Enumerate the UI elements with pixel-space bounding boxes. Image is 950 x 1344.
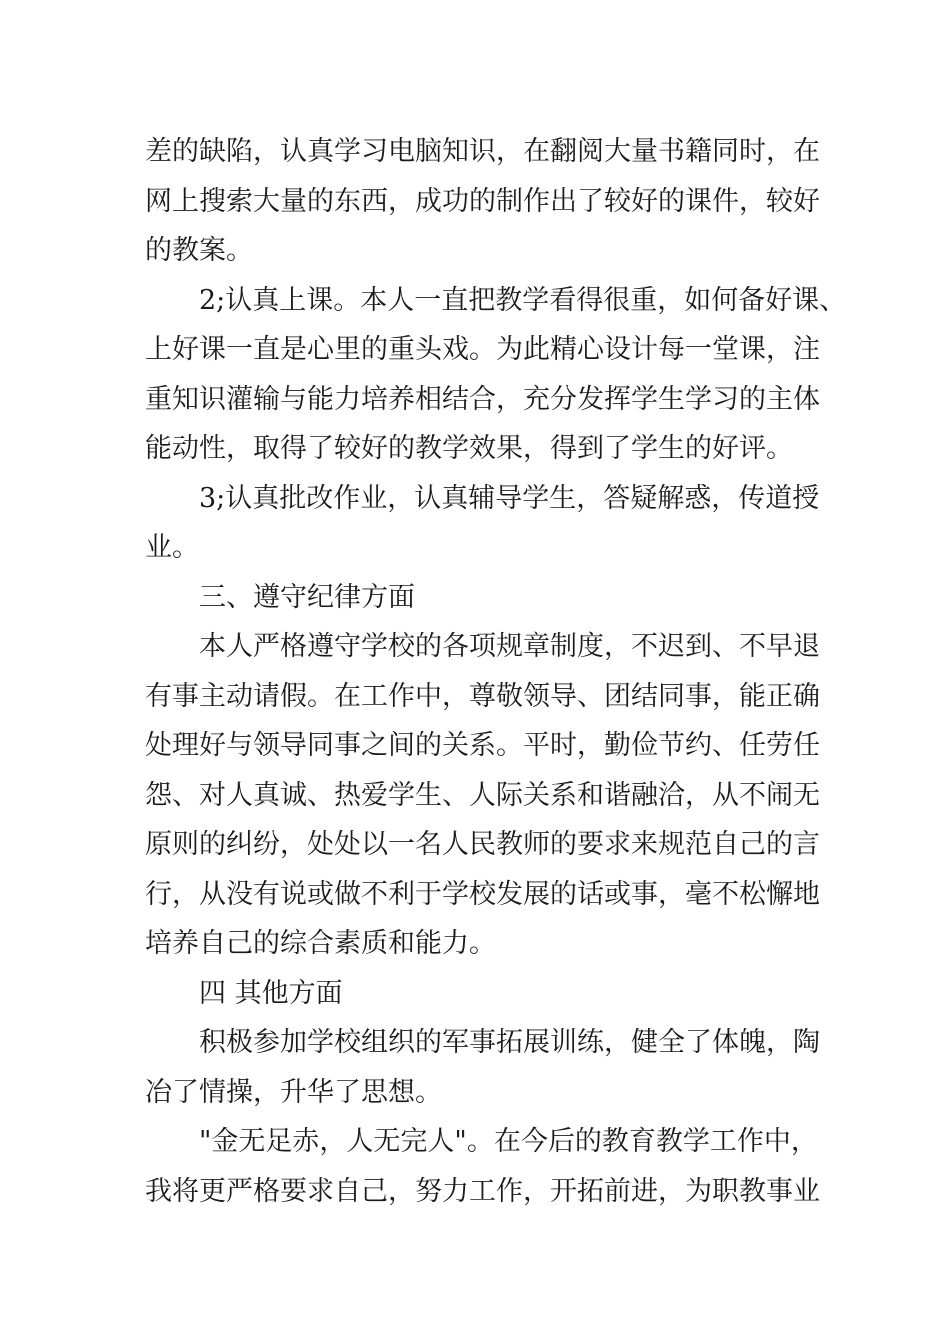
section-heading: 四 其他方面 xyxy=(199,977,343,1009)
text-line: "金无足赤，人无完人"。在今后的教育教学工作中， xyxy=(199,1126,818,1157)
text-line: 行，从没有说或做不利于学校发展的话或事，毫不松懈地 xyxy=(145,878,820,910)
text-line: 能动性，取得了较好的教学效果，得到了学生的好评。 xyxy=(145,433,793,464)
text-line: 怨、对人真诚、热爱学生、人际关系和谐融洽，从不闹无 xyxy=(145,779,820,811)
text-line: 原则的纠纷，处处以一名人民教师的要求来规范自己的言 xyxy=(145,829,820,860)
text-line: 有事主动请假。在工作中，尊敬领导、团结同事，能正确 xyxy=(145,680,820,712)
text-line: 业。 xyxy=(145,532,199,563)
text-line: 我将更严格要求自己，努力工作，开拓前进，为职教事业 xyxy=(145,1175,820,1207)
text-line: 处理好与领导同事之间的关系。平时，勤俭节约、任劳任 xyxy=(145,730,820,761)
text-line: 重知识灌输与能力培养相结合，充分发挥学生学习的主体 xyxy=(145,383,820,415)
text-line: 差的缺陷，认真学习电脑知识，在翻阅大量书籍同时，在 xyxy=(145,136,820,167)
text-line: 3;认真批改作业，认真辅导学生，答疑解惑，传道授 xyxy=(199,482,820,514)
section-heading: 三、遵守纪律方面 xyxy=(199,581,415,613)
text-line: 积极参加学校组织的军事拓展训练，健全了体魄，陶 xyxy=(199,1027,820,1058)
text-line: 上好课一直是心里的重头戏。为此精心设计每一堂课，注 xyxy=(145,334,820,365)
text-line: 网上搜索大量的东西，成功的制作出了较好的课件，较好 xyxy=(145,185,820,217)
text-line: 2;认真上课。本人一直把教学看得很重，如何备好课、 xyxy=(199,284,847,316)
document-body xyxy=(145,127,847,1216)
text-line: 的教案。 xyxy=(145,235,253,266)
text-line: 培养自己的综合素质和能力。 xyxy=(145,928,496,959)
text-line: 冶了情操，升华了思想。 xyxy=(145,1076,442,1108)
text-line: 本人严格遵守学校的各项规章制度，不迟到、不早退 xyxy=(199,631,820,662)
